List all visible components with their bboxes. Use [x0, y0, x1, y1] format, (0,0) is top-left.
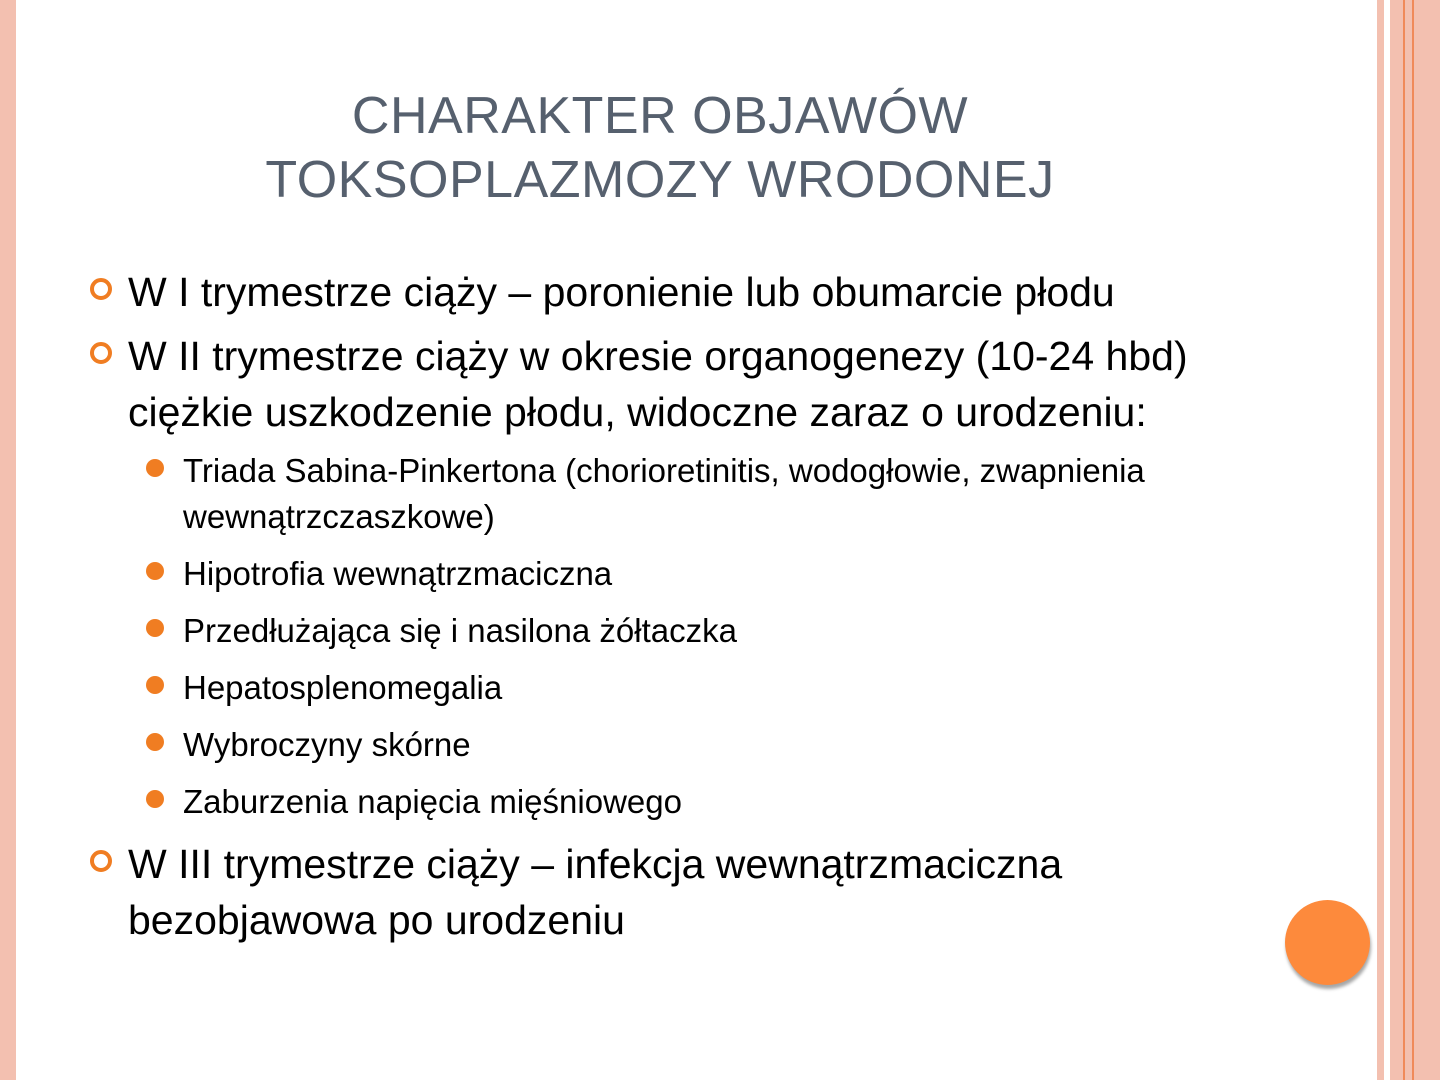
sub-bullet-text: Hepatosplenomegalia [183, 669, 503, 706]
right-border-stripe [1377, 0, 1384, 1080]
right-border-band [1390, 0, 1440, 1080]
sub-bullet-item [142, 779, 1270, 825]
bullet-text: W I trymestrze ciąży – poronienie lub obumarcie płodu [128, 269, 1115, 315]
bullet-item [90, 836, 1270, 948]
right-border-line [1412, 0, 1414, 1080]
dot-bullet-icon [146, 790, 164, 808]
slide-title [150, 84, 1170, 212]
dot-bullet-icon [146, 733, 164, 751]
dot-bullet-icon [146, 562, 164, 580]
decorative-circle [1285, 900, 1370, 985]
ring-bullet-icon [90, 850, 112, 872]
sub-bullet-text: Wybroczyny skórne [183, 726, 471, 763]
sub-bullet-text: Zaburzenia napięcia mięśniowego [183, 783, 682, 820]
right-border-line [1403, 0, 1405, 1080]
sub-bullet-text: Przedłużająca się i nasilona żółtaczka [183, 612, 737, 649]
sub-bullet-list [142, 448, 1270, 825]
slide-title-line-1: CHARAKTER OBJAWÓW [351, 87, 969, 145]
bullet-text: W III trymestrze ciąży – infekcja wewnątrzmaciczna bezobjawowa po urodzeniu [128, 841, 1063, 943]
bullet-item [90, 328, 1270, 440]
bullet-item [90, 264, 1270, 320]
sub-bullet-text: Hipotrofia wewnątrzmaciczna [183, 555, 613, 592]
ring-bullet-icon [90, 342, 112, 364]
sub-bullet-text: Triada Sabina-Pinkertona (chorioretinitis, wodogłowie, zwapnienia wewnątrzczaszkowe) [183, 452, 1145, 535]
sub-bullet-item [142, 448, 1270, 540]
sub-bullet-item [142, 608, 1270, 654]
dot-bullet-icon [146, 619, 164, 637]
dot-bullet-icon [146, 676, 164, 694]
sub-bullet-item [142, 551, 1270, 597]
bullet-text: W II trymestrze ciąży w okresie organogenezy (10-24 hbd) ciężkie uszkodzenie płodu, widoczne zaraz o urodzeniu: [128, 333, 1188, 435]
sub-bullet-item [142, 722, 1270, 768]
slide-title-line-2: TOKSOPLAZMOZY WRODONEJ [265, 151, 1055, 209]
ring-bullet-icon [90, 278, 112, 300]
slide-content [90, 264, 1270, 956]
dot-bullet-icon [146, 459, 164, 477]
left-border-stripe [0, 0, 16, 1080]
sub-bullet-item [142, 665, 1270, 711]
